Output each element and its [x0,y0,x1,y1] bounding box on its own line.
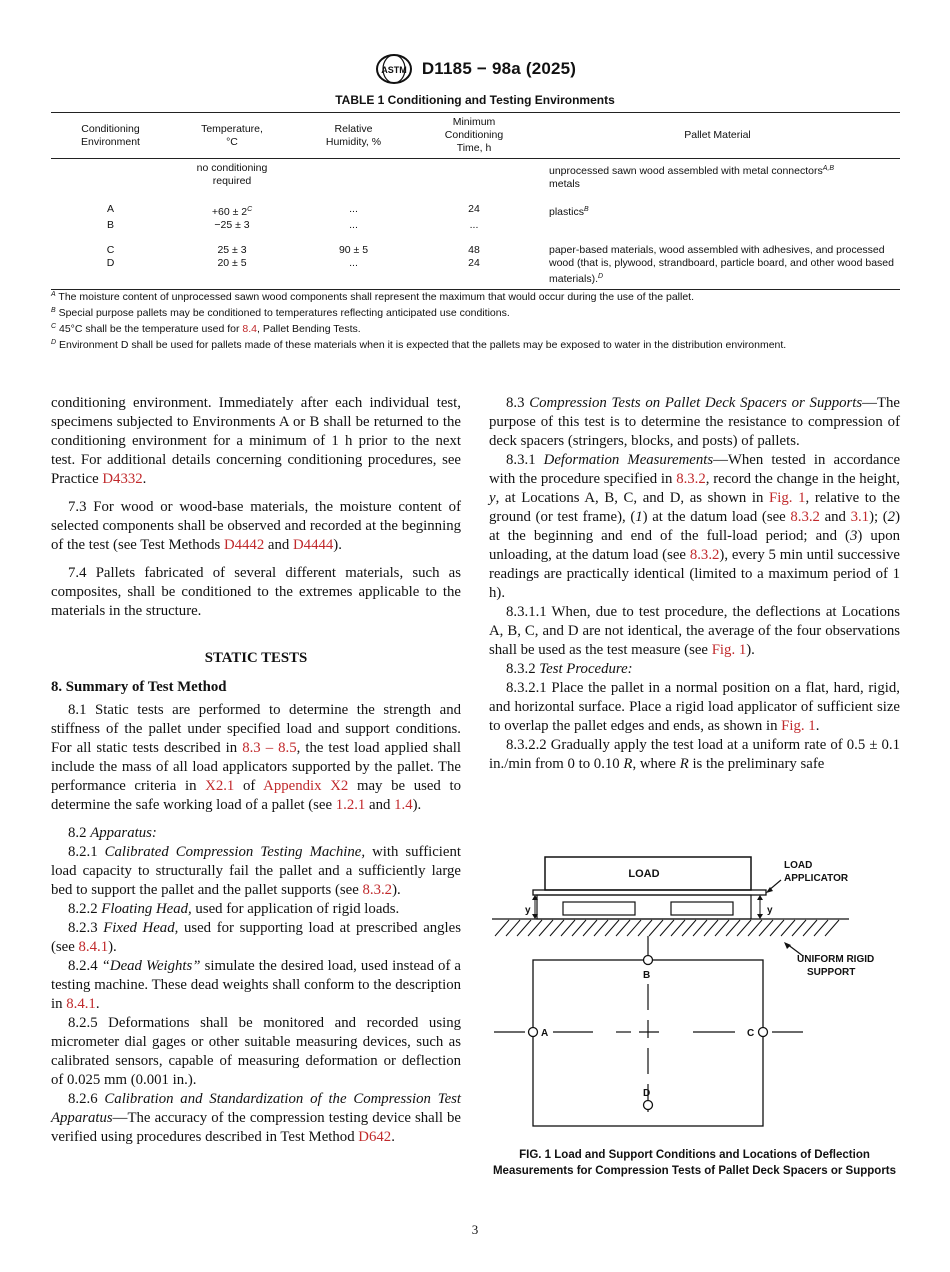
link-d4442[interactable]: D4442 [223,537,265,553]
point-b-marker [644,956,653,965]
point-d-label: D [643,1088,651,1099]
table-row: no conditioning required unprocessed sawn wood assembled with metal connectors$^{A,B}$ metals [196,162,835,190]
header-temperature: Temperature, °C [170,113,294,159]
header-environment: Conditioning Environment [51,113,170,159]
paragraph-8-2: 8.2 Apparatus: [68,825,157,841]
link-d4332[interactable]: D4332 [102,471,143,487]
paragraph-continued: conditioning environment. Immediately after each individual test, specimens subjected to Environments A or B shall be returned to the conditioning environment for a minimum of 1 h prior to the next test. For additional details concerning conditioning procedures, see Practice D4332. [51,395,461,487]
table-row: D 20 ± 5 ... 24 wood (that is, plywood, strandboard, particle board, and other wood based materials).$^D$ [51,257,900,290]
link-fig-1[interactable]: Fig. 1 [769,490,806,506]
point-d-marker [644,1101,653,1110]
paragraph-8-3-2: 8.3.2 Test Procedure: [506,661,633,677]
table-row: B −25 ± 3 ... ... [106,219,479,231]
table-footnotes [51,288,911,352]
point-c-label: C [747,1028,755,1039]
left-column [51,394,461,1147]
paragraph-8-3-2-2: 8.3.2.2 Gradually apply the test load at a uniform rate of 0.5 ± 0.1 in./min from 0 to 0.10 R, where R is the preliminary safe [489,737,900,772]
support-label-line2: SUPPORT [807,967,856,978]
footnote: $^B$ Special purpose pallets may be conditioned to temperatures reflecting anticipated use conditions. [51,307,510,319]
paragraph-8-2-3: 8.2.3 Fixed Head, used for supporting load at prescribed angles (see 8.4.1). [51,920,461,955]
header-material: Pallet Material [535,113,900,159]
paragraph-8-2-5: 8.2.5 Deformations shall be monitored and recorded using micrometer dial gages or other suitable measuring devices, such as calibrated sensors, capable of measuring deformation or deflection of 0.025 mm (0.001 in.). [51,1015,461,1088]
point-a-label: A [541,1028,549,1039]
table-row: C 25 ± 3 90 ± 5 48 paper-based materials, wood assembled with adhesives, and processed [106,244,885,256]
header-time: Minimum Conditioning Time, h [413,113,535,159]
astm-logo-icon [374,53,414,85]
svg-text:ASTM: ASTM [381,65,407,75]
point-c-marker [759,1028,768,1037]
link-8-4-1[interactable]: 8.4.1 [66,996,96,1012]
pallet-spacer-right [671,902,733,915]
paragraph-8-3-1-1: 8.3.1.1 When, due to test procedure, the deflections at Locations A, B, C, and D are not identical, the average of the four observations shall be used as the test measure (see Fig. 1). [489,604,900,658]
pallet-spacer-left [563,902,635,915]
link-8-3-2[interactable]: 8.3.2 [362,882,393,898]
table-title: TABLE 1 Conditioning and Testing Environments [335,93,615,107]
paragraph-8-3: 8.3 Compression Tests on Pallet Deck Spacers or Supports—The purpose of this test is to determine the resistance to compression of deck spacers (stringers, blocks, and posts) of pallets. [489,395,900,449]
static-tests-heading: STATIC TESTS [204,650,308,666]
ground-hatching [495,920,839,936]
point-b-label: B [643,970,651,981]
paragraph-8-3-2-1: 8.3.2.1 Place the pallet in a normal position on a flat, hard, rigid, and horizontal surface. Place a rigid load applicator of sufficient size to overlap the pallet edges and ends, as shown in Fig. 1. [489,680,900,734]
table-row: A $+60 \pm 2^C$ ... 24 plastics$^B$ [106,203,589,218]
footnote: $^D$ Environment D shall be used for pallets made of these materials when it is expected that the pallets may be exposed to water in the distribution environment. [51,339,787,351]
link-1-2-1[interactable]: 1.2.1 [335,797,366,813]
link-d4444[interactable]: D4444 [292,537,334,553]
paragraph-7-3: 7.3 For wood or wood-base materials, the moisture content of selected components shall be observed and recorded at the beginning of the test (see Test Methods D4442 and D4444). [51,499,461,553]
y-label-left: y [525,905,531,916]
link-8-3-2[interactable]: 8.3.2 [689,547,720,563]
load-label: LOAD [628,868,660,880]
paragraph-8-2-1: 8.2.1 Calibrated Compression Testing Machine, with sufficient load capacity to structurally fail the pallet and a sufficiently large bed to support the pallet and the pallet supports (see 8.3.2). [51,844,461,898]
link-8-3-8-5[interactable]: 8.3 – 8.5 [242,740,297,756]
applicator-label-line2: APPLICATOR [784,873,849,884]
link-8-4[interactable]: 8.4 [242,323,257,335]
page-number: 3 [471,1222,479,1237]
right-column [489,394,900,774]
link-3-1[interactable]: 3.1 [850,509,870,525]
paragraph-8-2-6: 8.2.6 Calibration and Standardization of the Compression Test Apparatus—The accuracy of the compression testing device shall be verified using procedures described in Test Method D642. [51,1091,462,1145]
paragraph-7-4: 7.4 Pallets fabricated of several different materials, such as composites, shall be conditioned to the extremes applicable to the materials in the structure. [51,565,461,619]
point-a-marker [529,1028,538,1037]
document-number: D1185 − 98a (2025) [421,59,577,78]
figure-1-diagram [489,852,900,1142]
support-label-line1: UNIFORM RIGID [797,954,875,965]
footnote: $^A$ The moisture content of unprocessed sawn wood components shall represent the maximum that would occur during the use of the pallet. [51,291,695,303]
paragraph-8-2-2: 8.2.2 Floating Head, used for application of rigid loads. [68,901,400,917]
link-x2-1[interactable]: X2.1 [205,778,235,794]
y-label-right: y [767,905,773,916]
link-d642[interactable]: D642 [358,1129,392,1145]
figure-caption: FIG. 1 Load and Support Conditions and Locations of Deflection Measurements for Compression Tests of Pallet Deck Spacers or Supports [492,1149,897,1177]
footnote: $^C$ 45°C shall be the temperature used for 8.4, Pallet Bending Tests. [51,323,361,335]
link-8-4-1[interactable]: 8.4.1 [78,939,109,955]
table-header-row [51,113,900,159]
paragraph-8-1: 8.1 Static tests are performed to determine the strength and stiffness of the pallet under specified load and support conditions. For all static tests described in 8.3 – 8.5, the test load applied shall include the mass of all load applicators supported by the pallet. The performance criteria in X2.1 of Appendix X2 may be used to determine the safe working load of a pallet (see 1.2.1 and 1.4). [51,702,462,813]
page-header [0,52,950,86]
link-8-3-2[interactable]: 8.3.2 [676,471,706,487]
header-humidity: Relative Humidity, % [294,113,413,159]
paragraph-8-2-4: 8.2.4 “Dead Weights” simulate the desired load, used instead of a testing machine. These dead weights shall conform to the description in 8.4.1. [51,958,461,1012]
conditioning-table [51,112,900,290]
link-fig-1[interactable]: Fig. 1 [711,642,747,658]
link-fig-1[interactable]: Fig. 1 [781,718,816,734]
paragraph-8-3-1: 8.3.1 Deformation Measurements—When tested in accordance with the procedure specified in 8.3.2, record the change in the height, y, at Locations A, B, C, and D, as shown in Fig. 1, relative to the ground (or test frame), (1) at the datum load (see 8.3.2 and 3.1); (2) at the beginning and end of the full-load period; and (3) upon unloading, at the datum load (see 8.3.2), every 5 min until successive readings are practically identical (limited to a maximum period of 1 h). [489,452,901,601]
section-8-heading: 8. Summary of Test Method [51,679,227,695]
link-1-4[interactable]: 1.4 [394,797,413,813]
link-8-3-2[interactable]: 8.3.2 [790,509,820,525]
applicator-label-line1: LOAD [784,860,813,871]
link-appendix-x2[interactable]: Appendix X2 [263,778,349,794]
